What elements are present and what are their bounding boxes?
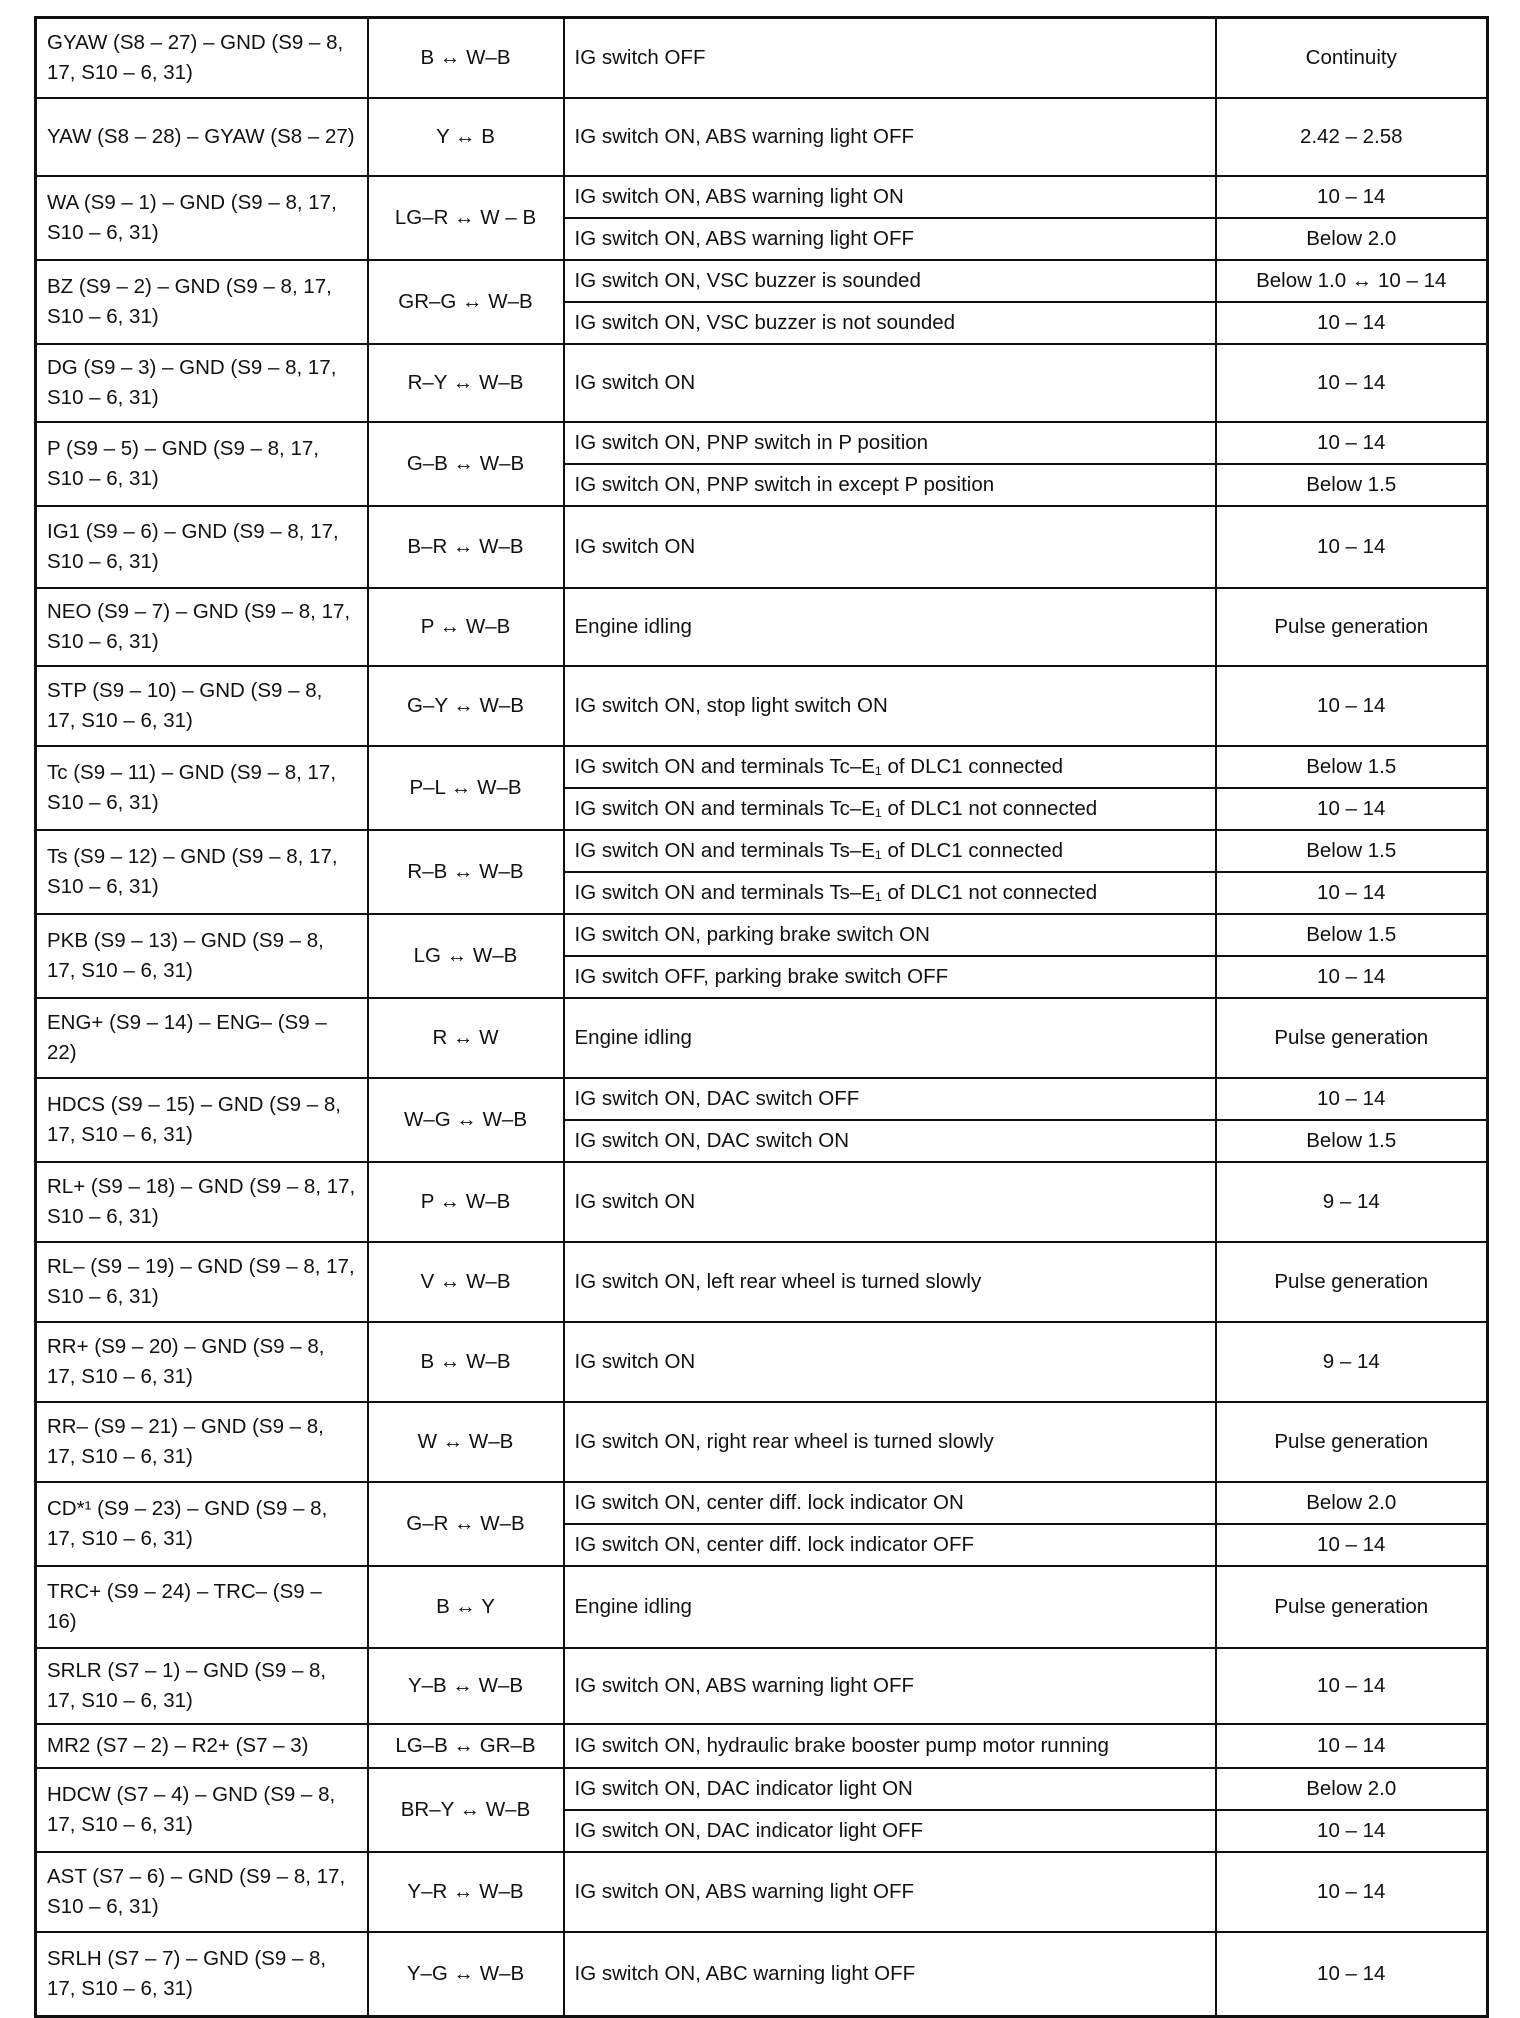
condition-cell: IG switch ON, DAC indicator light ON [564, 1768, 1216, 1810]
condition-cell: IG switch ON, VSC buzzer is sounded [564, 260, 1216, 302]
condition-cell: IG switch OFF, parking brake switch OFF [564, 956, 1216, 998]
specified-value-cell: 2.42 – 2.58 [1216, 98, 1488, 176]
specified-value-cell: 10 – 14 [1216, 1648, 1488, 1724]
condition-cell: IG switch ON, left rear wheel is turned slowly [564, 1242, 1216, 1322]
condition-cell: IG switch ON, ABS warning light OFF [564, 98, 1216, 176]
table-body [36, 18, 1488, 2017]
wire-color-cell: LG–R ↔ W – B [368, 176, 564, 260]
specified-value-cell: 10 – 14 [1216, 506, 1488, 588]
specified-value-cell: 10 – 14 [1216, 1524, 1488, 1566]
specified-value-cell: Pulse generation [1216, 1402, 1488, 1482]
specified-value-cell: 10 – 14 [1216, 872, 1488, 914]
terminal-cell: STP (S9 – 10) – GND (S9 – 8, 17, S10 – 6, 31) [36, 666, 368, 746]
wire-color-cell: V ↔ W–B [368, 1242, 564, 1322]
table-row [36, 506, 1488, 588]
specified-value-cell: 10 – 14 [1216, 344, 1488, 422]
condition-cell: IG switch ON, DAC switch OFF [564, 1078, 1216, 1120]
terminal-spec-sheet [34, 16, 1486, 2018]
specified-value-cell: Below 2.0 [1216, 1482, 1488, 1524]
specified-value-cell: 10 – 14 [1216, 422, 1488, 464]
condition-cell: IG switch ON [564, 344, 1216, 422]
specified-value-cell: Continuity [1216, 18, 1488, 99]
table-row [36, 176, 1488, 218]
table-row [36, 1242, 1488, 1322]
specified-value-cell: 10 – 14 [1216, 1932, 1488, 2017]
wire-color-cell: BR–Y ↔ W–B [368, 1768, 564, 1852]
wire-color-cell: G–B ↔ W–B [368, 422, 564, 506]
condition-cell: IG switch ON, DAC indicator light OFF [564, 1810, 1216, 1852]
table-row [36, 260, 1488, 302]
condition-cell: Engine idling [564, 998, 1216, 1078]
wire-color-cell: Y ↔ B [368, 98, 564, 176]
condition-cell: IG switch ON, ABS warning light OFF [564, 1852, 1216, 1932]
condition-cell: IG switch ON, ABS warning light ON [564, 176, 1216, 218]
terminal-cell: RL+ (S9 – 18) – GND (S9 – 8, 17, S10 – 6, 31) [36, 1162, 368, 1242]
table-row [36, 1402, 1488, 1482]
terminal-cell: TRC+ (S9 – 24) – TRC– (S9 – 16) [36, 1566, 368, 1648]
terminal-cell: RR+ (S9 – 20) – GND (S9 – 8, 17, S10 – 6, 31) [36, 1322, 368, 1402]
wire-color-cell: W ↔ W–B [368, 1402, 564, 1482]
table-row [36, 1648, 1488, 1724]
wire-color-cell: B ↔ W–B [368, 18, 564, 99]
table-row [36, 588, 1488, 666]
specified-value-cell: 10 – 14 [1216, 302, 1488, 344]
condition-cell: Engine idling [564, 588, 1216, 666]
table-row [36, 1162, 1488, 1242]
specified-value-cell: 10 – 14 [1216, 666, 1488, 746]
terminal-cell: NEO (S9 – 7) – GND (S9 – 8, 17, S10 – 6, 31) [36, 588, 368, 666]
table-row [36, 666, 1488, 746]
terminal-cell: SRLR (S7 – 1) – GND (S9 – 8, 17, S10 – 6, 31) [36, 1648, 368, 1724]
table-row [36, 422, 1488, 464]
condition-cell: IG switch ON, ABS warning light OFF [564, 218, 1216, 260]
terminal-cell: RL– (S9 – 19) – GND (S9 – 8, 17, S10 – 6, 31) [36, 1242, 368, 1322]
specified-value-cell: Below 1.5 [1216, 914, 1488, 956]
condition-cell: IG switch ON [564, 1322, 1216, 1402]
wire-color-cell: LG ↔ W–B [368, 914, 564, 998]
table-row [36, 1932, 1488, 2017]
specified-value-cell: Pulse generation [1216, 1566, 1488, 1648]
specified-value-cell: Below 2.0 [1216, 218, 1488, 260]
specified-value-cell: Below 1.5 [1216, 830, 1488, 872]
specified-value-cell: Below 1.5 [1216, 464, 1488, 506]
table-row [36, 18, 1488, 99]
wire-color-cell: R–Y ↔ W–B [368, 344, 564, 422]
wire-color-cell: B ↔ Y [368, 1566, 564, 1648]
condition-cell: IG switch ON and terminals Ts–E₁ of DLC1 not connected [564, 872, 1216, 914]
wire-color-cell: GR–G ↔ W–B [368, 260, 564, 344]
specified-value-cell: Below 1.5 [1216, 746, 1488, 788]
specified-value-cell: 10 – 14 [1216, 1852, 1488, 1932]
wire-color-cell: R–B ↔ W–B [368, 830, 564, 914]
wire-color-cell: Y–B ↔ W–B [368, 1648, 564, 1724]
table-row [36, 1482, 1488, 1524]
table-row [36, 1322, 1488, 1402]
table-row [36, 98, 1488, 176]
terminal-cell: Tc (S9 – 11) – GND (S9 – 8, 17, S10 – 6, 31) [36, 746, 368, 830]
condition-cell: IG switch OFF [564, 18, 1216, 99]
specified-value-cell: Pulse generation [1216, 998, 1488, 1078]
table-row [36, 1078, 1488, 1120]
terminal-cell: AST (S7 – 6) – GND (S9 – 8, 17, S10 – 6, 31) [36, 1852, 368, 1932]
terminal-cell: ENG+ (S9 – 14) – ENG– (S9 – 22) [36, 998, 368, 1078]
condition-cell: IG switch ON, PNP switch in P position [564, 422, 1216, 464]
terminal-cell: IG1 (S9 – 6) – GND (S9 – 8, 17, S10 – 6, 31) [36, 506, 368, 588]
condition-cell: IG switch ON, ABS warning light OFF [564, 1648, 1216, 1724]
condition-cell: Engine idling [564, 1566, 1216, 1648]
terminal-cell: GYAW (S8 – 27) – GND (S9 – 8, 17, S10 – 6, 31) [36, 18, 368, 99]
specified-value-cell: 10 – 14 [1216, 956, 1488, 998]
specified-value-cell: 10 – 14 [1216, 1724, 1488, 1768]
terminal-cell: YAW (S8 – 28) – GYAW (S8 – 27) [36, 98, 368, 176]
wire-color-cell: W–G ↔ W–B [368, 1078, 564, 1162]
table-row [36, 1768, 1488, 1810]
condition-cell: IG switch ON [564, 506, 1216, 588]
wire-color-cell: P ↔ W–B [368, 1162, 564, 1242]
wire-color-cell: B–R ↔ W–B [368, 506, 564, 588]
terminal-cell: P (S9 – 5) – GND (S9 – 8, 17, S10 – 6, 31) [36, 422, 368, 506]
specified-value-cell: Below 2.0 [1216, 1768, 1488, 1810]
condition-cell: IG switch ON and terminals Tc–E₁ of DLC1 connected [564, 746, 1216, 788]
table-row [36, 344, 1488, 422]
wire-color-cell: B ↔ W–B [368, 1322, 564, 1402]
table-row [36, 1724, 1488, 1768]
condition-cell: IG switch ON, PNP switch in except P position [564, 464, 1216, 506]
terminal-voltage-table [34, 16, 1489, 2018]
specified-value-cell: Pulse generation [1216, 588, 1488, 666]
specified-value-cell: Pulse generation [1216, 1242, 1488, 1322]
specified-value-cell: 9 – 14 [1216, 1162, 1488, 1242]
terminal-cell: MR2 (S7 – 2) – R2+ (S7 – 3) [36, 1724, 368, 1768]
terminal-cell: BZ (S9 – 2) – GND (S9 – 8, 17, S10 – 6, 31) [36, 260, 368, 344]
terminal-cell: RR– (S9 – 21) – GND (S9 – 8, 17, S10 – 6, 31) [36, 1402, 368, 1482]
wire-color-cell: P ↔ W–B [368, 588, 564, 666]
condition-cell: IG switch ON and terminals Tc–E₁ of DLC1 not connected [564, 788, 1216, 830]
condition-cell: IG switch ON, ABC warning light OFF [564, 1932, 1216, 2017]
table-row [36, 830, 1488, 872]
terminal-cell: CD*¹ (S9 – 23) – GND (S9 – 8, 17, S10 – 6, 31) [36, 1482, 368, 1566]
condition-cell: IG switch ON, hydraulic brake booster pump motor running [564, 1724, 1216, 1768]
table-row [36, 1852, 1488, 1932]
condition-cell: IG switch ON and terminals Ts–E₁ of DLC1 connected [564, 830, 1216, 872]
condition-cell: IG switch ON, VSC buzzer is not sounded [564, 302, 1216, 344]
condition-cell: IG switch ON, DAC switch ON [564, 1120, 1216, 1162]
specified-value-cell: 10 – 14 [1216, 1810, 1488, 1852]
specified-value-cell: 9 – 14 [1216, 1322, 1488, 1402]
condition-cell: IG switch ON, right rear wheel is turned slowly [564, 1402, 1216, 1482]
specified-value-cell: 10 – 14 [1216, 788, 1488, 830]
condition-cell: IG switch ON, center diff. lock indicator OFF [564, 1524, 1216, 1566]
wire-color-cell: Y–G ↔ W–B [368, 1932, 564, 2017]
wire-color-cell: P–L ↔ W–B [368, 746, 564, 830]
condition-cell: IG switch ON, stop light switch ON [564, 666, 1216, 746]
specified-value-cell: 10 – 14 [1216, 1078, 1488, 1120]
table-row [36, 914, 1488, 956]
wire-color-cell: R ↔ W [368, 998, 564, 1078]
table-row [36, 746, 1488, 788]
specified-value-cell: 10 – 14 [1216, 176, 1488, 218]
terminal-cell: WA (S9 – 1) – GND (S9 – 8, 17, S10 – 6, 31) [36, 176, 368, 260]
specified-value-cell: Below 1.5 [1216, 1120, 1488, 1162]
wire-color-cell: Y–R ↔ W–B [368, 1852, 564, 1932]
wire-color-cell: G–R ↔ W–B [368, 1482, 564, 1566]
terminal-cell: Ts (S9 – 12) – GND (S9 – 8, 17, S10 – 6, 31) [36, 830, 368, 914]
terminal-cell: HDCW (S7 – 4) – GND (S9 – 8, 17, S10 – 6, 31) [36, 1768, 368, 1852]
terminal-cell: SRLH (S7 – 7) – GND (S9 – 8, 17, S10 – 6, 31) [36, 1932, 368, 2017]
terminal-cell: PKB (S9 – 13) – GND (S9 – 8, 17, S10 – 6, 31) [36, 914, 368, 998]
specified-value-cell: Below 1.0 ↔ 10 – 14 [1216, 260, 1488, 302]
condition-cell: IG switch ON, center diff. lock indicator ON [564, 1482, 1216, 1524]
table-row [36, 1566, 1488, 1648]
wire-color-cell: LG–B ↔ GR–B [368, 1724, 564, 1768]
condition-cell: IG switch ON, parking brake switch ON [564, 914, 1216, 956]
terminal-cell: DG (S9 – 3) – GND (S9 – 8, 17, S10 – 6, 31) [36, 344, 368, 422]
condition-cell: IG switch ON [564, 1162, 1216, 1242]
wire-color-cell: G–Y ↔ W–B [368, 666, 564, 746]
terminal-cell: HDCS (S9 – 15) – GND (S9 – 8, 17, S10 – 6, 31) [36, 1078, 368, 1162]
table-row [36, 998, 1488, 1078]
